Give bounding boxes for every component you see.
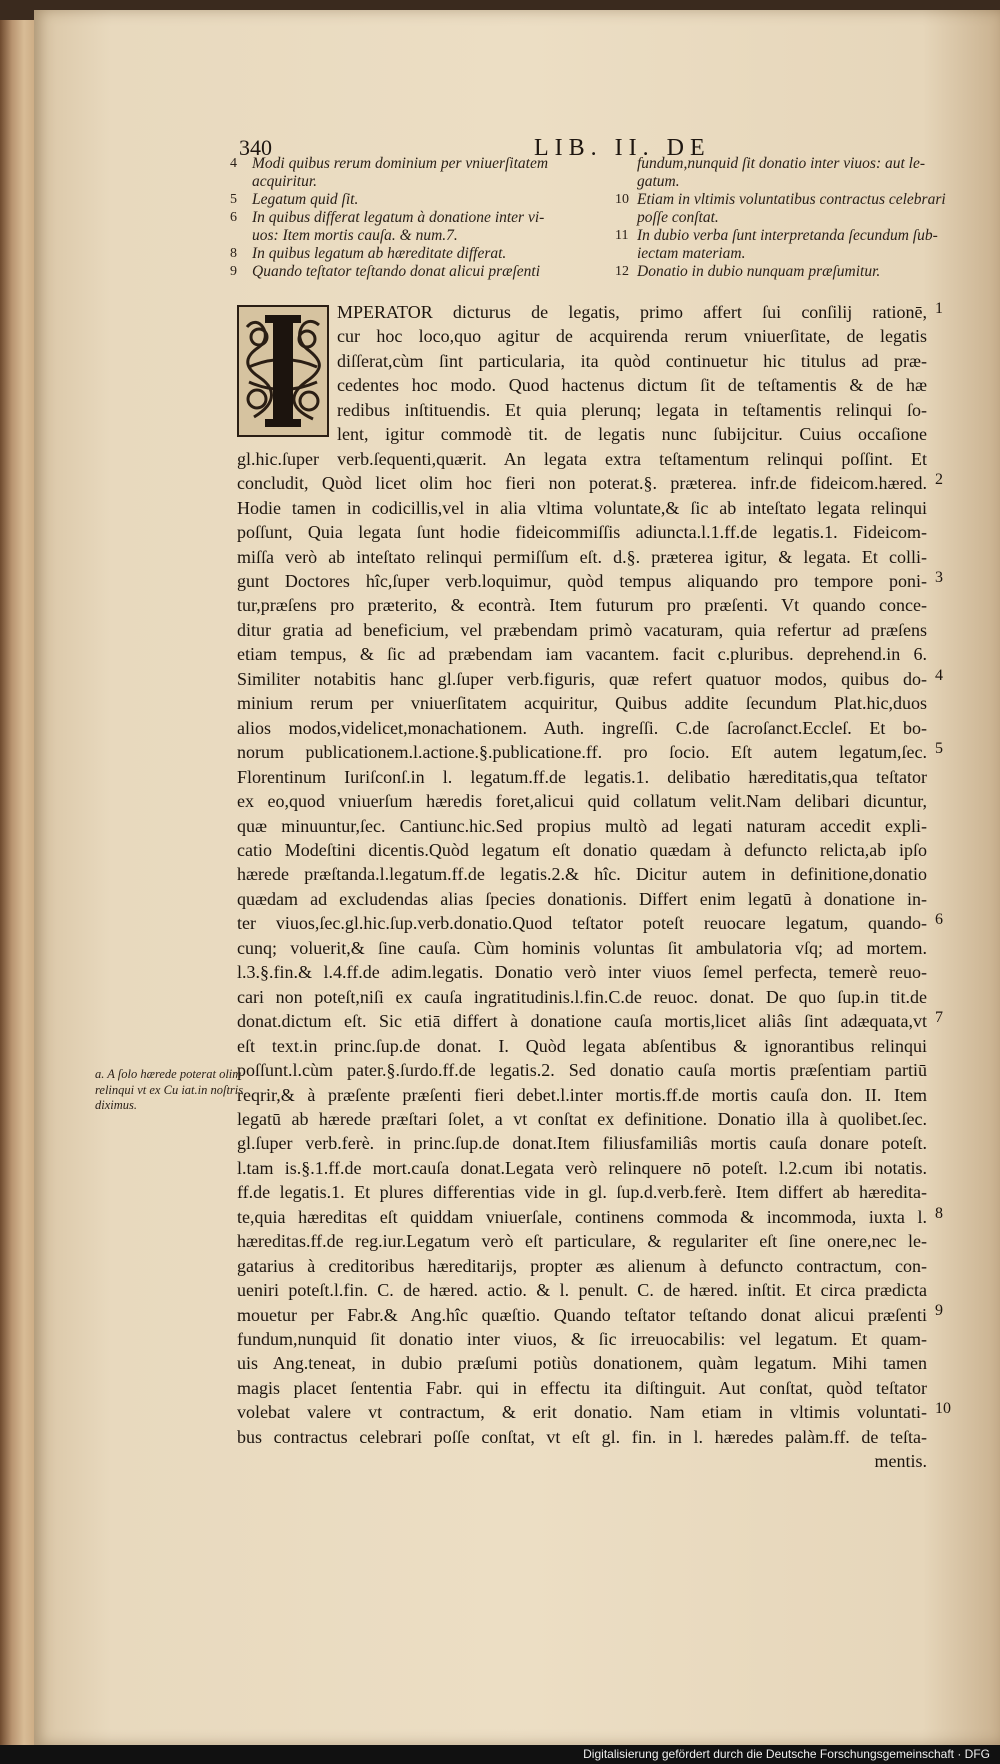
summary-item: [230, 191, 590, 209]
text-line: catio Modeſtini dicentis.Quòd legatum eſt donatio quædam à defuncto relicta,ab ipſo: [237, 839, 927, 860]
text-line: donat.dictum eſt. Sic etiā differt à donatione cauſa mortis,licet aliâs ſint adæquata,vt: [237, 1011, 927, 1032]
summary-item-text: gatum.: [637, 173, 680, 190]
running-title: LIB. II. DE: [534, 135, 711, 161]
summary-item: [615, 155, 975, 173]
text-line: gatarius à creditoribus hæreditarijs, propter æs alienum à defuncto contractum, con-: [237, 1255, 927, 1276]
summary-item: [615, 173, 975, 191]
text-line: legatū ab hærede præſtari ſolet, a vt conſtat ex definitione. Donatio illa à quolibet.ſec.: [237, 1108, 927, 1129]
margin-number: 7: [935, 1009, 943, 1027]
page-number: 340: [239, 135, 272, 160]
summary-item: [615, 209, 975, 227]
text-line: hærede præſtanda.l.legatum.ff.de legatis.2.& hîc. Dicitur autem in definitione,donatio: [237, 864, 927, 885]
text-line: etiam tempus, & ſic ad præbendam iam vacantem. facit c.pluribus. deprehend.in 6.: [237, 644, 927, 665]
text-line: cur hoc loco,quo agitur de acquirenda rerum vniuerſitate, de legatis: [337, 326, 927, 347]
text-line: diſſerat,cùm ſint particularia, ita quòd continuetur hic titulus ad præ-: [337, 350, 927, 371]
margin-number: 1: [935, 300, 943, 317]
text-line: uis Ang.teneat, in dubio præſumi potiùs donationem, quàm legatum. Mihi tamen: [237, 1353, 927, 1374]
text-line: Similiter notabitis hanc gl.ſuper verb.figuris, quæ refert quatuor modos, quibus do-: [237, 668, 927, 689]
text-line: poſſunt, Quia legata ſunt hodie fideicommiſſis adiuncta.l.1.ff.de legatis.1. Fideicom-: [237, 522, 927, 543]
summary-item-text: poſſe conſtat.: [637, 209, 719, 226]
margin-number: 10: [935, 1400, 951, 1418]
summary-item-text: Donatio in dubio nunquam præſumitur.: [637, 263, 881, 280]
summary-item-number: [230, 173, 252, 191]
text-line: ditur gratia ad beneficium, vel præbendam primò vacaturam, quia refertur ad præſens: [237, 619, 927, 640]
digitization-credit: Digitalisierung gefördert durch die Deutsche Forschungsgemeinschaft · DFG: [583, 1747, 990, 1761]
summary-item: [230, 155, 590, 173]
chapter-summary: [230, 155, 960, 295]
text-line: cedentes hoc modo. Quod hactenus dictum ſit de teſtamentis & de hæ: [337, 375, 927, 396]
summary-item: [230, 263, 590, 281]
text-line: Hodie tamen in codicillis,vel in alia vltima voluntate,& ſic ab inteſtato legata relinqui: [237, 497, 927, 518]
summary-item: [615, 245, 975, 263]
text-line: te,quia hæreditas eſt quiddam vniuerſale, continens commoda & incommoda, iuxta l.: [237, 1206, 927, 1227]
text-line: norum publicationem.l.actione.§.publicatione.ff. pro ſocio. Eſt autem legatum,ſec.: [237, 742, 927, 763]
summary-item-number: [615, 173, 637, 191]
summary-item-number: 10: [615, 192, 629, 207]
summary-item-text: In dubio verba ſunt interpretanda ſecundum ſub-: [637, 227, 938, 244]
text-line: ter viuos,ſec.gl.hic.ſup.verb.donatio.Quod teſtator poteſt reuocare legatum, quando-: [237, 913, 927, 934]
text-line: concludit, Quòd licet olim hoc fieri non poterat.§. præterea. infr.de fideicom.hæred.: [237, 473, 927, 494]
text-line: gl.hic.ſuper verb.ſequenti,quærit. An legata extra teſtamentum relinqui poſſint. Et: [237, 448, 927, 469]
summary-item: [230, 245, 590, 263]
summary-item-text: uos: Item mortis cauſa. & num.7.: [252, 227, 458, 244]
summary-item-text: Modi quibus rerum dominium per vniuerſitatem: [252, 155, 549, 172]
text-line: ex eo,quod vniuerſum hæredis foret,alicui quid collatum velit.Nam delibari dicuntur,: [237, 791, 927, 812]
margin-number: 9: [935, 1302, 943, 1320]
summary-item: [615, 263, 975, 281]
text-line: MPERATOR dicturus de legatis, primo affert ſui conſilij rationē,: [337, 302, 927, 322]
text-line: cari non poteſt,niſi ex cauſa ingratitudinis.l.fin.C.de reuoc. donat. De quo ſup.in tit.de: [237, 986, 927, 1007]
summary-item-text: Quando teſtator teſtando donat alicui præſenti: [252, 263, 541, 280]
text-line: lent, igitur commodè tit. de legatis nunc ſubijcitur. Cuius occaſione: [337, 424, 927, 445]
text-line: mouetur per Fabr.& Ang.hîc quæſtio. Quando teſtator teſtando donat alicui præſenti: [237, 1304, 927, 1325]
summary-item-number: 6: [230, 210, 237, 225]
summary-item-number: 9: [230, 264, 237, 279]
text-line: minium rerum per vniuerſitatem acquiritur, Quibus addite ſecundum Plat.hic,duos: [237, 693, 927, 714]
summary-left-column: [230, 155, 590, 281]
text-line: fundum,nunquid ſit donatio inter viuos, & ſic irreuocabilis: vel legatum. Et quam-: [237, 1329, 927, 1350]
text-line: l.tam is.§.1.ff.de mort.cauſa donat.Legata verò relinquere nō poteſt. l.2.cum ibi notatis.: [237, 1157, 927, 1178]
summary-item-text: Etiam in vltimis voluntatibus contractus celebrari: [637, 191, 946, 208]
main-text: [237, 300, 927, 1474]
summary-item-text: Legatum quid ſit.: [252, 191, 359, 208]
text-line: redibus inſtituendis. Et quia plerunq; legata in teſtamentis relinqui ſo-: [337, 399, 927, 420]
text-line: ueniri poteſt.l.fin. C. de hæred. actio. & l. penult. C. de hæred. inſtit. Et circa prædicta: [237, 1280, 927, 1301]
text-line: eſt text.in princ.ſup.de donat. I. Quòd legata abſentibus & ignorantibus relinqui: [237, 1035, 927, 1056]
margin-number: 3: [935, 568, 943, 586]
summary-item: [615, 191, 975, 209]
text-line: Florentinum Iuriſconſ.in l. legatum.ff.de legatis.1. delibatio hæreditatis,qua teſtator: [237, 766, 927, 787]
summary-item-text: In quibus legatum ab hæreditate differat.: [252, 245, 507, 262]
summary-item-text: fundum,nunquid ſit donatio inter viuos: aut le-: [637, 155, 926, 172]
summary-item-number: 11: [615, 228, 629, 243]
text-line: volebat valere vt contractum, & erit donatio. Nam etiam in vltimis voluntati-: [237, 1402, 927, 1423]
text-line: hæreditas.ff.de reg.iur.Legatum verò eſt particulare, & regulariter eſt ſine onere,nec le-: [237, 1231, 927, 1252]
margin-number: 8: [935, 1204, 943, 1222]
summary-item-text: In quibus differat legatum à donatione inter vi-: [252, 209, 545, 226]
summary-item-number: 8: [230, 246, 237, 261]
summary-item-number: 5: [230, 192, 237, 207]
text-line: mentis.: [874, 1451, 927, 1472]
summary-item-number: 4: [230, 156, 237, 171]
footer-bar: [0, 1745, 1000, 1764]
margin-number: 4: [935, 666, 943, 684]
summary-item: [230, 227, 590, 245]
text-line: l.3.§.fin.& l.4.ff.de adim.legatis. Donatio verò inter viuos ſemel perfecta, temerè reuo-: [237, 962, 927, 983]
text-line: quæ minuuntur,ſec. Cantiunc.hic.Sed propius multò ad legati naturam accedit expli-: [237, 815, 927, 836]
summary-item-number: [615, 155, 637, 173]
summary-item-number: [615, 209, 637, 227]
summary-item: [230, 173, 590, 191]
summary-item-number: [615, 245, 637, 263]
side-note: a. A ſolo hærede poterat olim relinqui vt ex Cu iat.in noſtris diximus.: [95, 1067, 244, 1112]
text-line: poſſunt.l.cùm pater.§.ſurdo.ff.de legatis.2. Sed donatio cauſa mortis præſentiam partiū: [237, 1060, 927, 1081]
summary-item-number: 12: [615, 264, 629, 279]
summary-item: [615, 227, 975, 245]
text-line: reqrir,& à præſente præſenti fieri debet.l.inter mortis.ff.de mortis cauſa don. II. Item: [237, 1084, 927, 1105]
text-line: gl.ſuper verb.ferè. in princ.ſup.de donat.Item filiusfamiliâs mortis cauſa donare poteſt.: [237, 1133, 927, 1154]
text-line: quædam ad excludendas alias ſpecies donationis. Differt enim legatū à donatione in-: [237, 888, 927, 909]
text-line: cunq; voluerit,& ſine cauſa. Cùm hominis voluntas ſit ambulatoria vſq; ad mortem.: [237, 937, 927, 958]
summary-item-number: [230, 227, 252, 245]
text-line: tur,præſens pro præterito, & econtrà. Item futurum pro præſenti. Vt quando conce-: [237, 595, 927, 616]
text-line: magis placet ſententia Fabr. qui in effectu ita diſtinguit. Aut conſtat, quòd teſtator: [237, 1377, 927, 1398]
text-line: ff.de legatis.1. Et plures differentias vide in gl. ſup.d.verb.ferè. Item differt ab hæredita-: [237, 1182, 927, 1203]
margin-number: 5: [935, 740, 943, 758]
summary-item-text: iectam materiam.: [637, 245, 746, 262]
margin-number: 2: [935, 471, 943, 489]
summary-item: [230, 209, 590, 227]
text-line: alios modos,videlicet,monachationem. Auth. ingreſſi. C.de ſacroſanct.Eccleſ. Et bo-: [237, 717, 927, 738]
summary-item-text: acquiritur.: [252, 173, 318, 190]
summary-right-column: [615, 155, 975, 281]
margin-number: 6: [935, 911, 943, 929]
text-line: bus contractus celebrari poſſe conſtat, vt eſt gl. fin. in l. hæredes palàm.ff. de teſta-: [237, 1426, 927, 1447]
text-line: gunt Doctores hîc,ſuper verb.loquimur, quòd tempus aliquando pro tempore poni-: [237, 570, 927, 591]
text-line: miſſa verò ab inteſtato relinqui permiſſum eſt. d.§. præterea igitur, & legata. Et colli-: [237, 546, 927, 567]
